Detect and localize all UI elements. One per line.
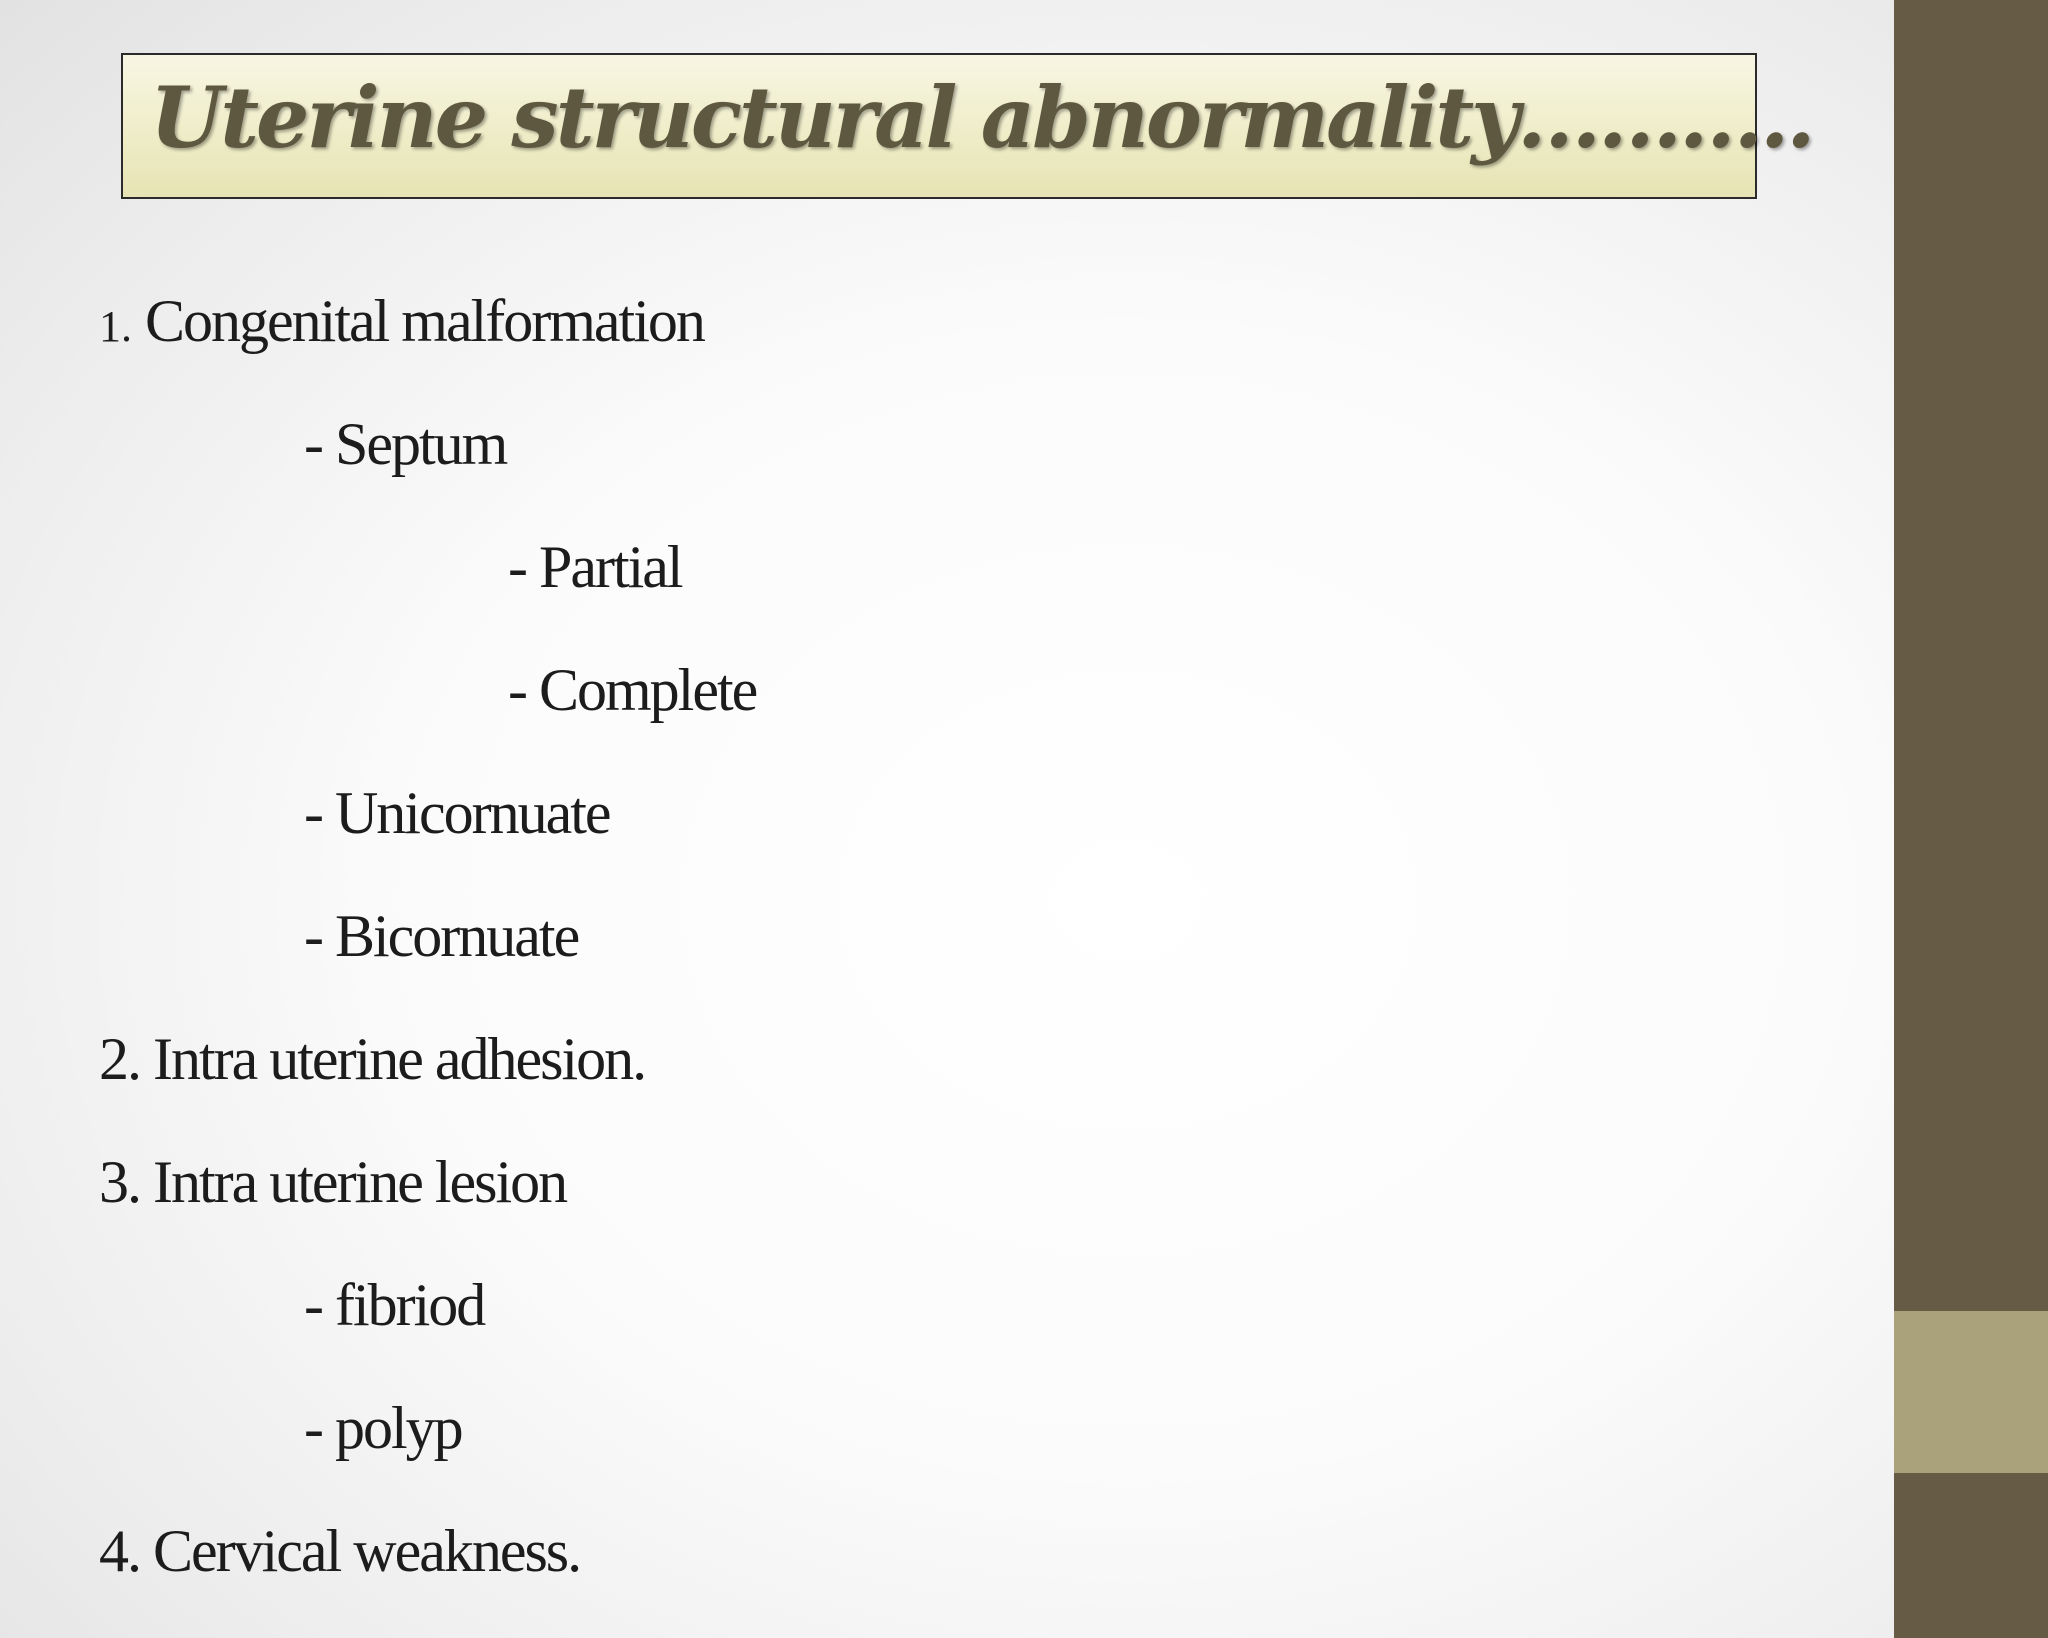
list-item-complete: - Complete [508, 657, 757, 723]
list-item-1-number: 1. [99, 302, 132, 351]
list-item-3: 3. Intra uterine lesion [99, 1149, 567, 1215]
list-item-1 [99, 288, 704, 354]
list-item-polyp: - polyp [304, 1395, 462, 1461]
list-item-1-text: Congenital malformation [145, 288, 704, 354]
list-item-2: 2. Intra uterine adhesion. [99, 1026, 646, 1092]
list-item-septum: - Septum [304, 411, 507, 477]
list-item-unicornuate: - Unicornuate [304, 780, 610, 846]
list-item-partial: - Partial [508, 534, 682, 600]
list-item-bicornuate: - Bicornuate [304, 903, 579, 969]
list-item-fibriod: - fibriod [304, 1272, 485, 1338]
slide-title: Uterine structural abnormality……….. [150, 68, 1813, 167]
list-item-4: 4. Cervical weakness. [99, 1518, 581, 1584]
side-bar-accent [1894, 1311, 2048, 1473]
